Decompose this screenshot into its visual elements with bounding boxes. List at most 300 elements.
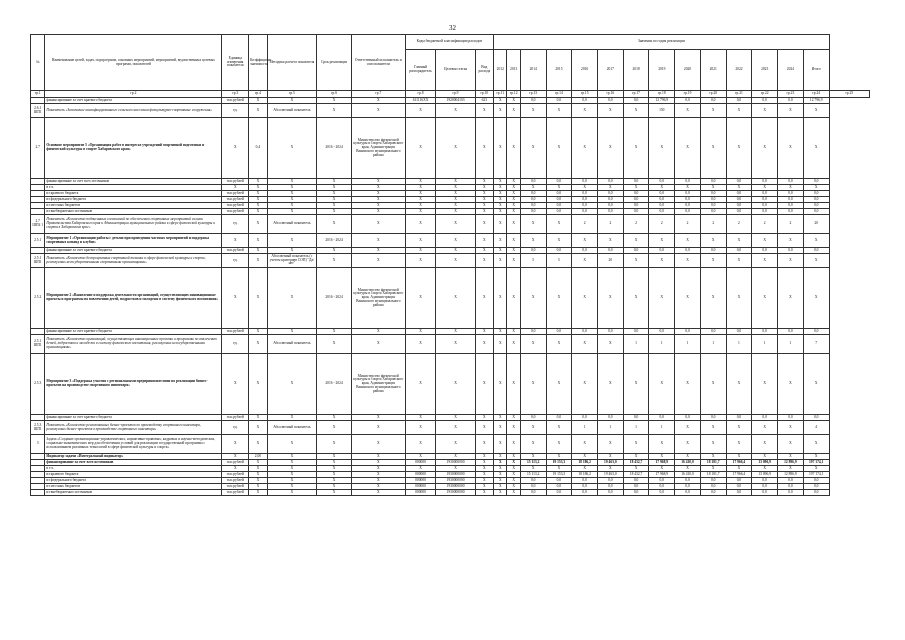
- row-year-value: X: [546, 268, 572, 329]
- row-year-value: X: [507, 104, 520, 118]
- row-responsible: X: [352, 179, 406, 185]
- row-unit: тыс.рублей: [222, 472, 249, 478]
- row-year-value: X: [507, 466, 520, 472]
- row-method: Абсолютный показатель: [267, 215, 316, 234]
- row-grbs: X: [405, 415, 436, 421]
- row-csr: X: [436, 215, 475, 234]
- row-method: X: [267, 354, 316, 415]
- row-year-value: 16 410,0: [675, 472, 701, 478]
- row-year-value: X: [623, 435, 649, 454]
- row-year-value: 0,0: [752, 179, 778, 185]
- row-term: X: [317, 179, 352, 185]
- row-year-value: X: [507, 354, 520, 415]
- row-term: X: [317, 215, 352, 234]
- row-grbs: X: [405, 435, 436, 454]
- row-year-value: X: [572, 234, 598, 248]
- column-number: гр.20: [700, 91, 726, 98]
- row-year-value: 0,0: [700, 98, 726, 104]
- row-year-value: 19 463,0: [597, 460, 623, 466]
- row-year-value: 0,0: [675, 248, 701, 254]
- row-year-value: X: [494, 185, 507, 191]
- row-method: Абсолютный показатель: [267, 104, 316, 118]
- row-vr: X: [475, 490, 494, 496]
- row-responsible: X: [352, 248, 406, 254]
- row-csr: X: [436, 268, 475, 329]
- row-year-value: 0,0: [803, 415, 829, 421]
- row-year-value: 0,0: [752, 209, 778, 215]
- row-year-value: X: [778, 118, 804, 179]
- row-year-value: 0,0: [803, 490, 829, 496]
- row-year-value: 0,0: [649, 415, 675, 421]
- row-year-value: X: [700, 104, 726, 118]
- row-term: X: [317, 460, 352, 466]
- row-year-value: X: [623, 466, 649, 472]
- row-year-value: X: [649, 454, 675, 460]
- row-year-value: X: [649, 118, 675, 179]
- table-row: [31, 254, 870, 268]
- row-year-value: X: [803, 435, 829, 454]
- row-responsible: X: [352, 472, 406, 478]
- row-year-value: 0,0: [623, 248, 649, 254]
- row-year-value: X: [494, 268, 507, 329]
- row-csr: X: [436, 329, 475, 335]
- row-year-value: 0,0: [649, 191, 675, 197]
- row-coef: X: [249, 354, 268, 415]
- row-year-value: 4: [803, 421, 829, 435]
- row-year-value: X: [546, 118, 572, 179]
- row-year-value: X: [520, 215, 546, 234]
- row-grbs: X: [405, 354, 436, 415]
- row-year-value: X: [726, 354, 752, 415]
- row-name: из местных бюджетов: [45, 203, 222, 209]
- row-year-value: X: [520, 104, 546, 118]
- row-unit: X: [222, 454, 249, 460]
- row-year-value: 0,0: [649, 248, 675, 254]
- row-year-value: X: [752, 254, 778, 268]
- row-year-value: X: [597, 354, 623, 415]
- header-year: 2015: [546, 50, 572, 91]
- header-year: 2017: [597, 50, 623, 91]
- row-unit: X: [222, 185, 249, 191]
- row-vr: X: [475, 104, 494, 118]
- row-year-value: X: [494, 329, 507, 335]
- row-unit: тыс.рублей: [222, 209, 249, 215]
- row-year-value: 0,0: [803, 248, 829, 254]
- row-vr: X: [475, 454, 494, 460]
- row-year-value: 0,0: [520, 191, 546, 197]
- row-method: X: [267, 490, 316, 496]
- row-year-value: X: [507, 185, 520, 191]
- row-unit: X: [222, 268, 249, 329]
- row-unit: тыс.рублей: [222, 478, 249, 484]
- row-year-value: X: [649, 435, 675, 454]
- column-number: гр.3: [222, 91, 249, 98]
- row-year-value: X: [546, 335, 572, 354]
- row-term: X: [317, 454, 352, 460]
- column-number: гр.1: [31, 91, 45, 98]
- table-row: [31, 421, 870, 435]
- row-method: X: [267, 460, 316, 466]
- row-responsible: Министерство физической культуры и спорта Хабаровского края, Администрация Ванинского муниципального района: [352, 268, 406, 329]
- row-unit: ед.: [222, 421, 249, 435]
- row-vr: X: [475, 215, 494, 234]
- row-year-value: X: [507, 268, 520, 329]
- row-method: X: [267, 484, 316, 490]
- row-year-value: X: [649, 185, 675, 191]
- row-vr: X: [475, 329, 494, 335]
- row-year-value: 0,0: [623, 415, 649, 421]
- row-year-value: X: [546, 215, 572, 234]
- header-year: 2020: [675, 50, 701, 91]
- row-term: X: [317, 329, 352, 335]
- row-year-value: X: [803, 354, 829, 415]
- row-year-value: 0,0: [520, 490, 546, 496]
- row-grbs: X: [405, 329, 436, 335]
- row-year-value: 0,0: [778, 490, 804, 496]
- row-year-value: 0,0: [572, 415, 598, 421]
- row-year-value: 0,0: [778, 179, 804, 185]
- row-grbs: X: [405, 191, 436, 197]
- row-unit: тыс.рублей: [222, 484, 249, 490]
- row-vr: X: [475, 179, 494, 185]
- row-year-value: 0,0: [752, 329, 778, 335]
- header-unit: Единица измерения показателя: [222, 35, 249, 91]
- row-year-value: 0,0: [700, 191, 726, 197]
- row-year-value: 0,0: [700, 329, 726, 335]
- row-year-value: 0,0: [752, 248, 778, 254]
- row-coef: X: [249, 415, 268, 421]
- header-coef: Коэффициент значимости: [249, 35, 268, 91]
- row-year-value: X: [520, 268, 546, 329]
- row-vr: X: [475, 248, 494, 254]
- row-year-value: X: [803, 254, 829, 268]
- row-year-value: 0,0: [572, 209, 598, 215]
- row-year-value: 0,0: [572, 98, 598, 104]
- row-year-value: X: [507, 421, 520, 435]
- row-grbs: 000000: [405, 460, 436, 466]
- row-year-value: X: [494, 118, 507, 179]
- row-year-value: X: [546, 104, 572, 118]
- row-year-value: 0,0: [752, 191, 778, 197]
- row-csr: X: [436, 335, 475, 354]
- row-year-value: 2: [649, 215, 675, 234]
- row-year-value: 15 113,2: [520, 472, 546, 478]
- row-year-value: X: [700, 421, 726, 435]
- row-year-value: X: [700, 454, 726, 460]
- row-year-value: 0,0: [546, 248, 572, 254]
- row-year-value: 0,0: [700, 484, 726, 490]
- row-responsible: X: [352, 466, 406, 472]
- row-year-value: 0,0: [675, 484, 701, 490]
- row-year-value: X: [494, 191, 507, 197]
- row-year-value: 0,0: [546, 203, 572, 209]
- row-year-value: X: [675, 435, 701, 454]
- row-vr: X: [475, 268, 494, 329]
- row-responsible: X: [352, 335, 406, 354]
- row-year-value: X: [572, 254, 598, 268]
- row-year-value: 0,0: [623, 98, 649, 104]
- row-year-value: X: [507, 191, 520, 197]
- row-year-value: X: [572, 104, 598, 118]
- row-year-value: 0,0: [752, 98, 778, 104]
- row-year-value: 0,0: [726, 179, 752, 185]
- row-coef: X: [249, 329, 268, 335]
- row-responsible: X: [352, 215, 406, 234]
- row-year-value: X: [494, 203, 507, 209]
- row-year-value: X: [803, 268, 829, 329]
- row-vr: X: [475, 472, 494, 478]
- row-method: Абсолютный показатель: [267, 421, 316, 435]
- row-year-value: 0,0: [597, 248, 623, 254]
- row-year-value: 0,0: [597, 484, 623, 490]
- row-year-value: X: [752, 268, 778, 329]
- row-year-value: 0,0: [623, 490, 649, 496]
- row-name: Показатель «Количество беспроцентных спортивной техники в сфере физической культуры и спорта, реализуемых негосударственными спортивными организациями»: [45, 254, 222, 268]
- header-responsible: Ответственный исполнитель и соисполнители: [352, 35, 406, 91]
- row-responsible: X: [352, 484, 406, 490]
- row-year-value: 2: [778, 215, 804, 234]
- row-year-value: 0,0: [752, 415, 778, 421]
- row-year-value: 0,0: [520, 248, 546, 254]
- row-unit: тыс.рублей: [222, 415, 249, 421]
- column-number: гр.8: [405, 91, 436, 98]
- row-year-value: 7: [803, 335, 829, 354]
- row-csr: X: [436, 234, 475, 248]
- column-number: гр.19: [675, 91, 701, 98]
- row-year-value: 1: [623, 335, 649, 354]
- row-year-value: 150: [649, 104, 675, 118]
- row-year-value: 0,0: [649, 329, 675, 335]
- column-number: гр.14: [546, 91, 572, 98]
- row-vr: X: [475, 435, 494, 454]
- row-vr: X: [475, 197, 494, 203]
- row-year-value: 0,0: [675, 197, 701, 203]
- row-grbs: X: [405, 215, 436, 234]
- row-year-value: 0,0: [700, 490, 726, 496]
- row-responsible: X: [352, 454, 406, 460]
- row-year-value: X: [572, 118, 598, 179]
- row-method: X: [267, 98, 316, 104]
- row-year-value: 2: [597, 215, 623, 234]
- row-number: 2.5.2: [31, 268, 45, 329]
- row-grbs: X: [405, 268, 436, 329]
- row-year-value: 0,0: [546, 415, 572, 421]
- row-csr: 1920004103: [436, 98, 475, 104]
- table-row: [31, 268, 870, 329]
- row-year-value: 0,0: [520, 329, 546, 335]
- row-year-value: 18 432,7: [623, 472, 649, 478]
- row-coef: X: [249, 268, 268, 329]
- table-row: [31, 104, 870, 118]
- row-term: X: [317, 191, 352, 197]
- row-coef: X: [249, 460, 268, 466]
- row-responsible: X: [352, 185, 406, 191]
- row-year-value: X: [675, 466, 701, 472]
- row-year-value: X: [494, 460, 507, 466]
- row-year-value: 0,0: [520, 484, 546, 490]
- row-year-value: 13 096,9: [752, 472, 778, 478]
- row-year-value: X: [494, 415, 507, 421]
- row-year-value: X: [700, 234, 726, 248]
- row-year-value: 0,0: [675, 191, 701, 197]
- row-method: Абсолютный показатель (с учетом критериев СОП) "Да/нет": [267, 254, 316, 268]
- row-term: X: [317, 478, 352, 484]
- row-year-value: 0,0: [803, 203, 829, 209]
- header-name: Наименование целей, задач, подпрограмм, основных мероприятий, мероприятий, ведомственных целевых программ, показателей: [45, 35, 222, 91]
- row-number: 2.5.1 ШП1: [31, 335, 45, 354]
- row-year-value: X: [546, 466, 572, 472]
- row-year-value: 197 174,1: [803, 472, 829, 478]
- row-year-value: 17 968,9: [649, 472, 675, 478]
- row-year-value: 18 186,2: [572, 472, 598, 478]
- row-vr: X: [475, 421, 494, 435]
- row-name: Показатель «Количество реализованных бизнес-проектов по производству спортивного инвентаря, реализуемых бизнес-проектов в производстве спортивного инвентаря»: [45, 421, 222, 435]
- row-responsible: X: [352, 254, 406, 268]
- row-year-value: 5: [546, 254, 572, 268]
- row-unit: X: [222, 234, 249, 248]
- row-year-value: X: [675, 254, 701, 268]
- row-year-value: 0,0: [546, 478, 572, 484]
- row-year-value: X: [778, 104, 804, 118]
- row-year-value: 0,0: [803, 191, 829, 197]
- row-year-value: 0,0: [623, 478, 649, 484]
- row-year-value: 0,0: [572, 490, 598, 496]
- column-number: гр.24: [803, 91, 829, 98]
- row-year-value: 0,0: [597, 98, 623, 104]
- row-year-value: X: [520, 118, 546, 179]
- row-coef: X: [249, 478, 268, 484]
- row-grbs: X: [405, 179, 436, 185]
- column-number: гр.18: [649, 91, 675, 98]
- row-year-value: X: [494, 209, 507, 215]
- row-year-value: 0,0: [726, 203, 752, 209]
- row-year-value: X: [752, 104, 778, 118]
- row-year-value: 17 966,4: [726, 460, 752, 466]
- row-grbs: X: [405, 254, 436, 268]
- row-name: финансирование за счет краевого бюджета: [45, 98, 222, 104]
- row-coef: X: [249, 234, 268, 248]
- column-number: гр.21: [726, 91, 752, 98]
- header-kbk: Коды бюджетной классификации расходов: [405, 35, 494, 50]
- row-name: в т.ч.: [45, 185, 222, 191]
- row-year-value: 0,0: [597, 179, 623, 185]
- row-year-value: 0,0: [726, 209, 752, 215]
- row-year-value: 13 096,9: [752, 460, 778, 466]
- row-coef: X: [249, 215, 268, 234]
- row-coef: X: [249, 254, 268, 268]
- row-unit: тыс.рублей: [222, 490, 249, 496]
- row-vr: X: [475, 234, 494, 248]
- row-year-value: X: [726, 454, 752, 460]
- column-number: гр.7: [352, 91, 406, 98]
- row-year-value: 0,0: [726, 415, 752, 421]
- row-csr: X: [436, 466, 475, 472]
- row-year-value: X: [726, 185, 752, 191]
- header-values: Значения по годам реализации: [494, 35, 830, 50]
- row-year-value: 0,0: [572, 248, 598, 254]
- row-name: финансирование за счет краевого бюджета: [45, 248, 222, 254]
- row-year-value: 1: [649, 421, 675, 435]
- row-year-value: 0,0: [726, 197, 752, 203]
- row-year-value: X: [623, 268, 649, 329]
- row-year-value: X: [623, 118, 649, 179]
- row-year-value: X: [494, 435, 507, 454]
- row-method: X: [267, 329, 316, 335]
- row-year-value: X: [572, 185, 598, 191]
- row-year-value: X: [675, 104, 701, 118]
- row-responsible: X: [352, 197, 406, 203]
- row-responsible: Министерство физической культуры и спорта Хабаровского края, Администрация Ванинского муниципального района: [352, 354, 406, 415]
- row-year-value: X: [803, 234, 829, 248]
- row-year-value: X: [700, 354, 726, 415]
- row-method: X: [267, 203, 316, 209]
- row-year-value: X: [597, 118, 623, 179]
- row-term: X: [317, 209, 352, 215]
- program-table: [30, 34, 870, 496]
- row-year-value: 2: [752, 215, 778, 234]
- row-year-value: 1: [572, 421, 598, 435]
- row-method: X: [267, 179, 316, 185]
- row-csr: X: [436, 179, 475, 185]
- table-row: [31, 435, 870, 454]
- row-coef: X: [249, 335, 268, 354]
- row-year-value: X: [494, 335, 507, 354]
- row-name: Задача «Создание организационно-управленческих, нормативно-правовых, кадровых и научно-методических, социально-экономических мер для обеспечения условий для реализации государственной программы с использованием различных технологий в сфере физической культуры и спорта»: [45, 435, 222, 454]
- row-year-value: X: [507, 478, 520, 484]
- row-term: X: [317, 197, 352, 203]
- row-year-value: 18 432,7: [623, 460, 649, 466]
- row-year-value: X: [752, 454, 778, 460]
- row-year-value: 2: [675, 215, 701, 234]
- row-year-value: 0,0: [752, 484, 778, 490]
- row-vr: X: [475, 185, 494, 191]
- row-year-value: 1: [623, 421, 649, 435]
- row-number: 2.7 ШП4 1: [31, 215, 45, 234]
- row-csr: X: [436, 209, 475, 215]
- column-number: гр.10: [475, 91, 494, 98]
- row-year-value: X: [597, 268, 623, 329]
- row-year-value: X: [494, 454, 507, 460]
- column-number: гр.11: [494, 91, 507, 98]
- row-year-value: 0,0: [623, 329, 649, 335]
- row-year-value: 0,0: [778, 484, 804, 490]
- row-term: 2016 - 2024: [317, 118, 352, 179]
- row-year-value: 0,0: [778, 248, 804, 254]
- row-responsible: X: [352, 460, 406, 466]
- row-year-value: X: [675, 118, 701, 179]
- row-year-value: 1: [675, 335, 701, 354]
- row-year-value: 0,0: [752, 490, 778, 496]
- row-year-value: X: [752, 354, 778, 415]
- row-year-value: X: [726, 435, 752, 454]
- row-year-value: 12 896,9: [778, 460, 804, 466]
- row-name: из внебюджетных источников: [45, 209, 222, 215]
- row-year-value: 0,0: [700, 248, 726, 254]
- row-year-value: 0,0: [597, 197, 623, 203]
- row-year-value: 0,0: [778, 329, 804, 335]
- row-year-value: X: [546, 421, 572, 435]
- row-year-value: 0,0: [675, 209, 701, 215]
- row-year-value: 0,0: [546, 98, 572, 104]
- row-year-value: X: [778, 454, 804, 460]
- row-year-value: 0,0: [675, 203, 701, 209]
- column-number: гр.9: [436, 91, 475, 98]
- row-csr: X: [436, 191, 475, 197]
- header-term: Срок реализации: [317, 35, 352, 91]
- row-year-value: X: [623, 454, 649, 460]
- row-number: 2.6.1 ШП1: [31, 104, 45, 118]
- row-year-value: 0,0: [700, 179, 726, 185]
